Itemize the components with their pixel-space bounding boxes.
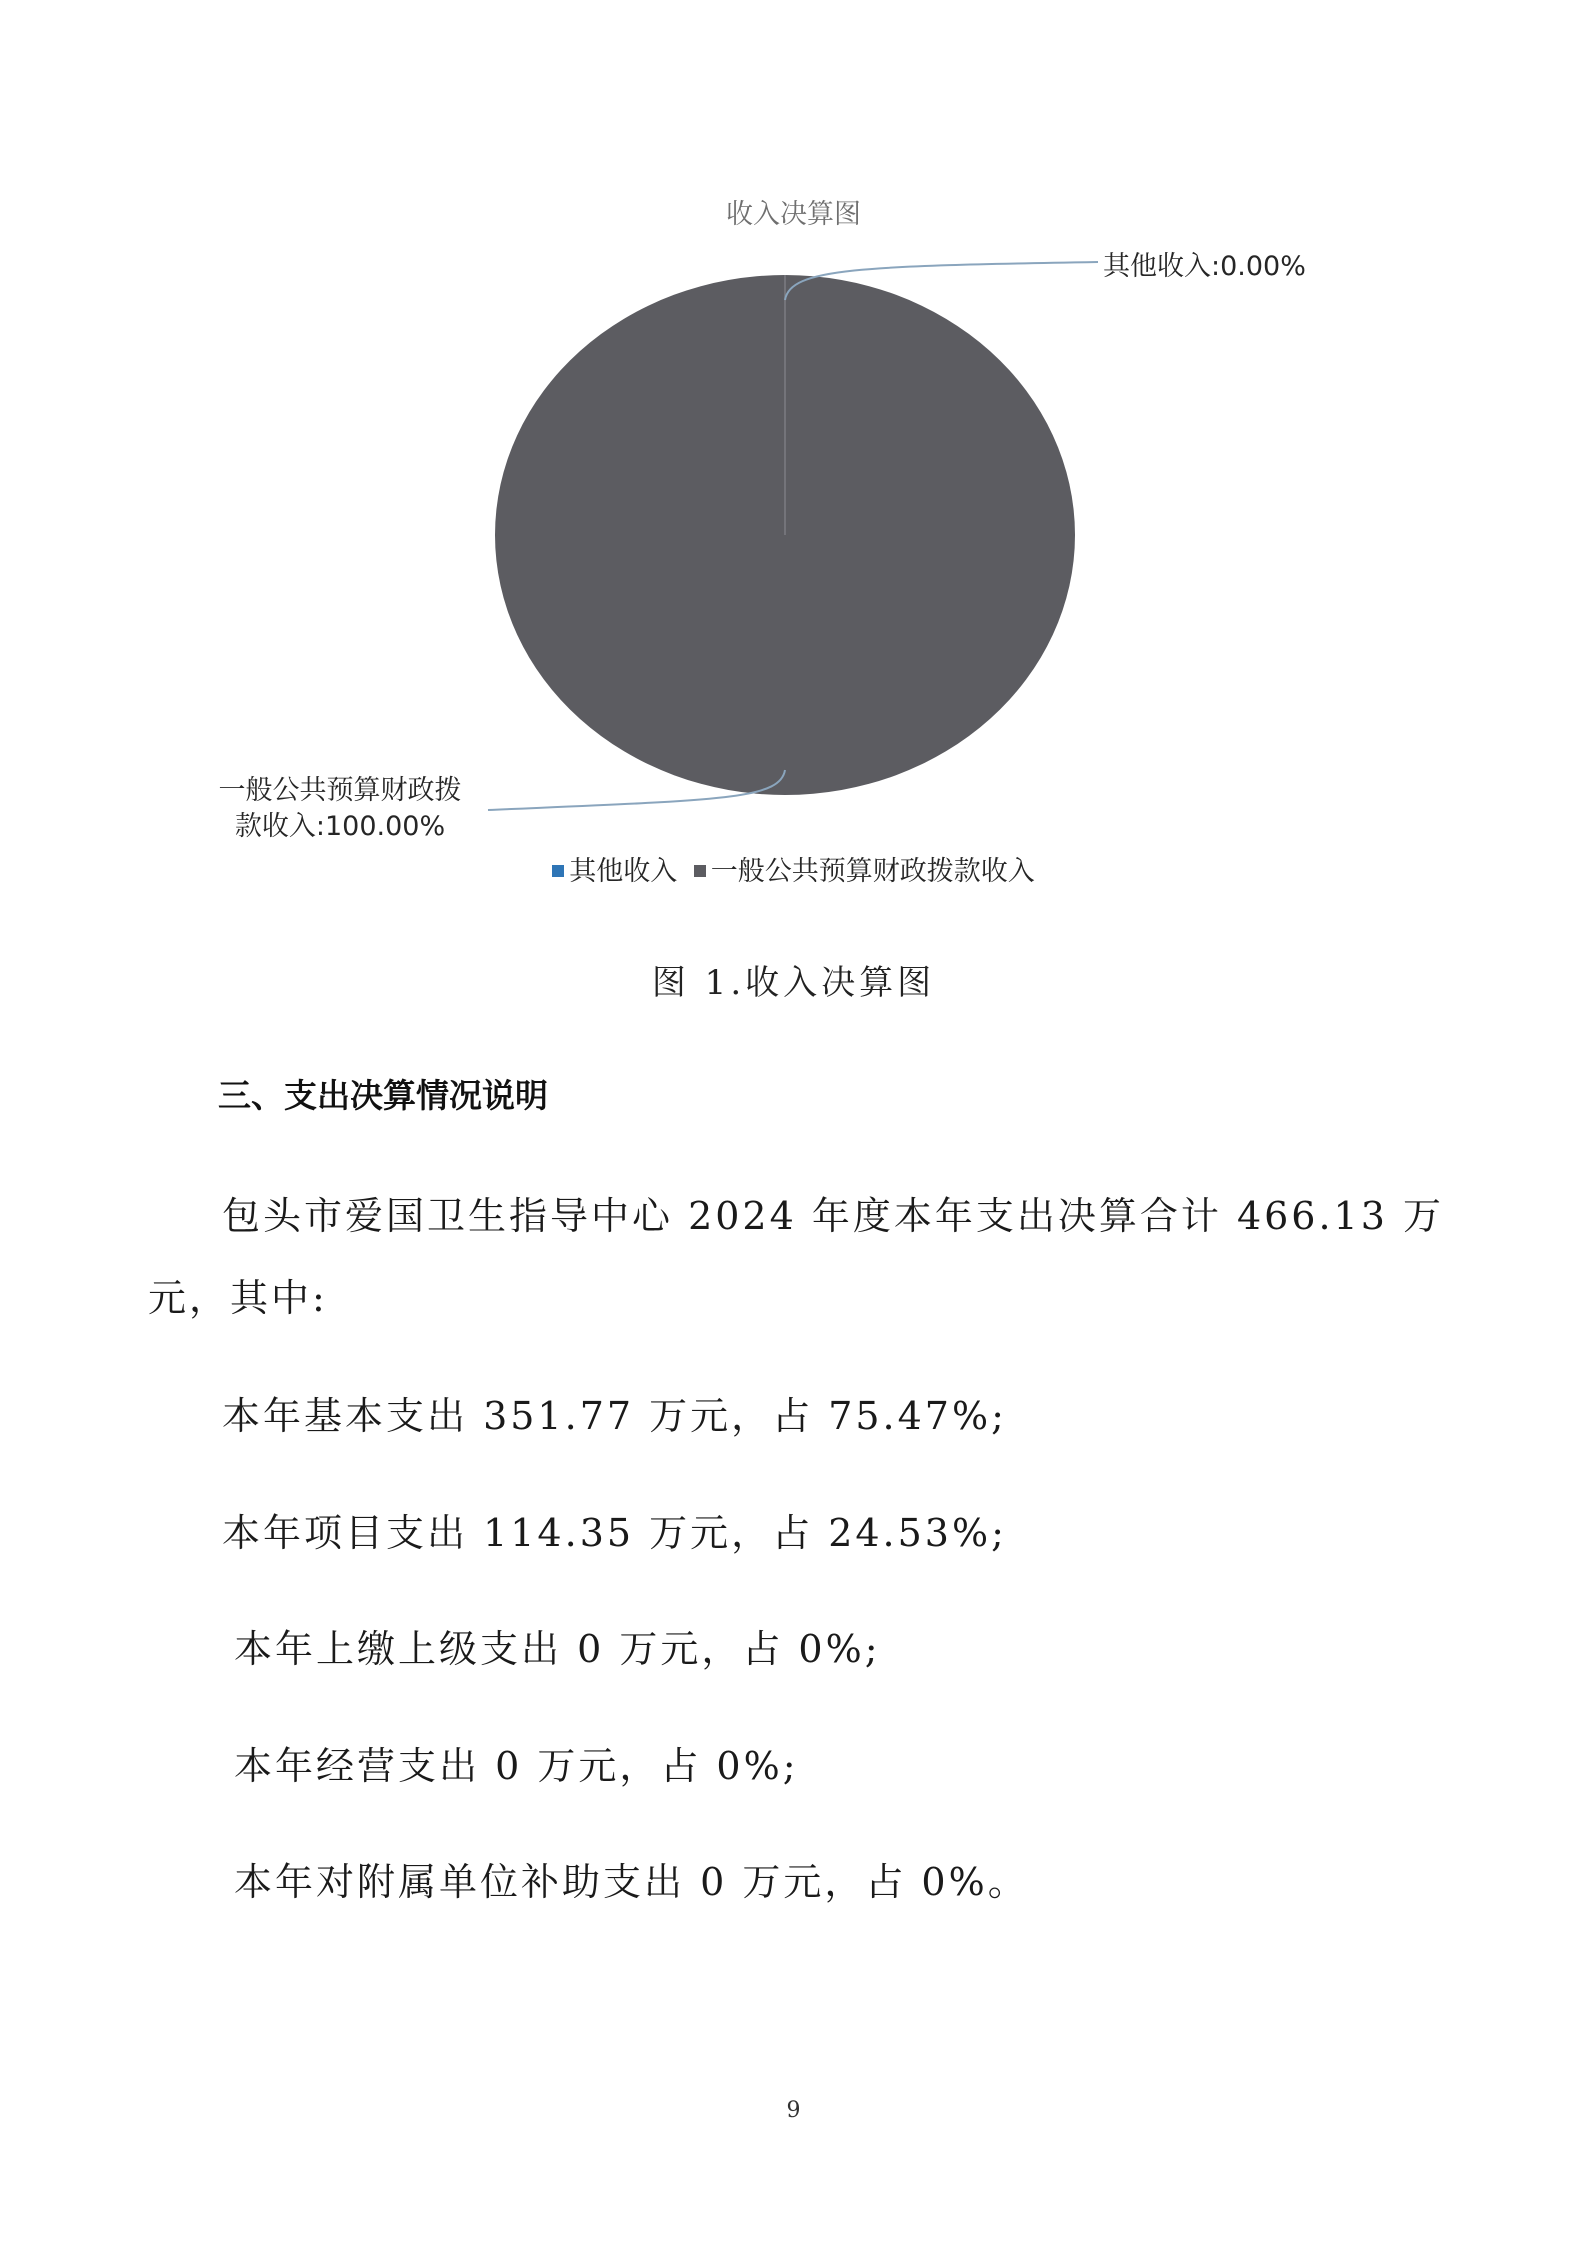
- data-label-general-budget: 一般公共预算财政拨 款收入:100.00%: [218, 775, 462, 842]
- figure-caption: 图 1.收入决算图: [651, 963, 936, 1003]
- item-upper-level-expenditure: 本年上缴上级支出 0 万元，占 0%;: [234, 1627, 881, 1671]
- pie-chart-svg: [0, 0, 1587, 900]
- data-label-other-income: 其他收入:0.00%: [1103, 251, 1306, 282]
- item-subsidiary-expenditure: 本年对附属单位补助支出 0 万元，占 0%。: [234, 1860, 1029, 1904]
- legend-swatch-general-icon: [694, 865, 706, 877]
- chart-legend: [0, 849, 1587, 888]
- page-number: 9: [786, 2098, 801, 2123]
- item-operating-expenditure: 本年经营支出 0 万元，占 0%;: [234, 1744, 799, 1788]
- legend-item-other-income: [552, 856, 686, 887]
- section-heading: 三、支出决算情况说明: [218, 1076, 548, 1115]
- item-basic-expenditure: 本年基本支出 351.77 万元，占 75.47%;: [222, 1394, 1007, 1438]
- item-project-expenditure: 本年项目支出 114.35 万元，占 24.53%;: [222, 1511, 1007, 1555]
- legend-label-general: 一般公共预算财政拨款收入: [710, 856, 1035, 887]
- legend-label-other: 其他收入: [569, 856, 678, 887]
- income-pie-chart: [0, 0, 1587, 900]
- paragraph-intro: 包头市爱国卫生指导中心 2024 年度本年支出决算合计 466.13 万元，其中:: [148, 1194, 1444, 1320]
- legend-swatch-other-icon: [552, 865, 564, 877]
- legend-item-general-budget: [694, 856, 1035, 887]
- chart-title: 收入决算图: [726, 199, 861, 230]
